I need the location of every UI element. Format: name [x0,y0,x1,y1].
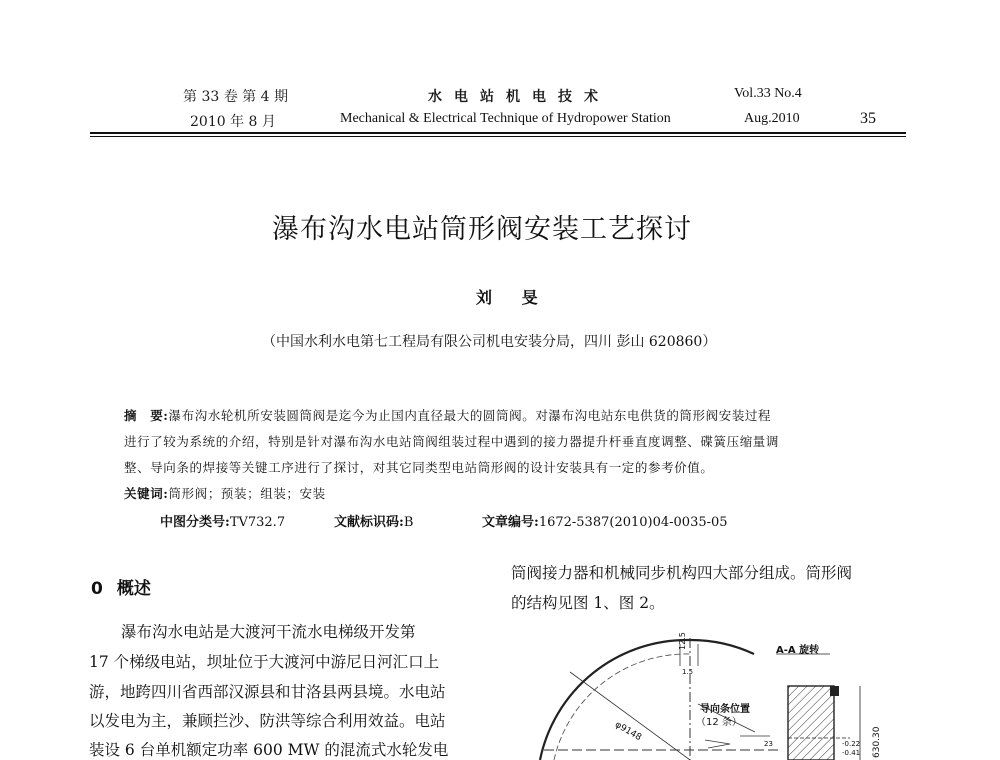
header-journal-en: Mechanical & Electrical Technique of Hydropower Station [340,111,671,126]
section-number: 0 [91,579,103,599]
header-rule-thick [90,132,906,134]
figure-dim-top: 12.5 [678,632,687,650]
figure-dim-b: -0.41 [842,749,861,757]
figure-cylindrical-valve [530,632,890,760]
header-date-cn: 2010 年 8 月 [190,114,276,130]
section-para-line-3: 游，地跨四川省西部汉源县和甘洛县两县境。水电站 [89,683,446,701]
figure-dim-d: 1.5 [682,668,694,676]
right-column-line-1: 筒阀接力器和机械同步机构四大部分组成。筒形阀 [511,564,853,582]
abstract-line-1 [124,406,771,424]
section-title: 概述 [116,579,151,599]
figure-guide-count: （12 条） [696,717,742,728]
abstract-label: 摘 要: [124,408,169,423]
clc-number: 中图分类号:TV732.7 [160,515,286,530]
section-para-line-1: 瀑布沟水电站是大渡河干流水电梯级开发第 [121,623,416,641]
doc-code: 文献标识码:B [334,515,414,530]
figure-dim-a: -0.22 [842,740,861,748]
header-volume-en: Vol.33 No.4 [734,86,802,101]
section-para-line-5: 装设 6 台单机额定功率 600 MW 的混流式水轮发电 [89,741,449,759]
figure-diameter-label: φ9148 [613,720,643,744]
keywords-text: 筒形阀；预装；组装；安装 [168,486,326,501]
right-column-line-2: 的结构见图 1、图 2。 [511,594,665,612]
section-para-line-2: 17 个梯级电站，坝址位于大渡河中游尼日河汇口上 [89,653,440,671]
abstract-line-3: 整、导向条的焊接等关键工序进行了探讨，对其它同类型电站筒形阀的设计安装具有一定的参考价值。 [124,460,714,475]
paper-title: 瀑布沟水电站筒形阀安装工艺探讨 [272,214,692,245]
figure-dim-c: 23 [764,740,773,748]
header-volume-cn: 第 33 卷 第 4 期 [183,89,288,105]
section-heading [91,574,151,599]
diameter-leader [570,672,690,760]
section-para-line-4: 以发电为主，兼顾拦沙、防洪等综合利用效益。电站 [89,712,446,730]
author-name: 刘 旻 [476,288,550,307]
article-number: 文章编号:1672-5387(2010)04-0035-05 [482,515,728,530]
figure-guide-label: 导向条位置 [700,704,750,715]
abstract-text-1: 瀑布沟水轮机所安装圆筒阀是迄今为止国内直径最大的圆筒阀。对瀑布沟电站东电供货的筒形阀安装过程 [168,408,772,423]
section-hatch-block [788,686,834,760]
abstract-line-2: 进行了较为系统的介绍，特别是针对瀑布沟水电站筒阀组装过程中遇到的接力器提升杆垂直度调整、碟簧压缩量调 [124,434,780,449]
keywords-label: 关键词: [124,486,169,501]
page-number: 35 [860,110,876,127]
valve-inner-arc [554,654,690,760]
header-date-en: Aug.2010 [744,111,800,126]
author-affiliation: （中国水利水电第七工程局有限公司机电安装分局，四川 彭山 620860） [262,334,717,350]
header-rule-thin [90,136,906,137]
header-journal-cn: 水电站机电技术 [428,89,610,105]
keywords-line [124,484,326,502]
figure-dim-right: 630.30 [872,726,882,758]
figure-section-label: A-A 旋转 [776,645,820,656]
